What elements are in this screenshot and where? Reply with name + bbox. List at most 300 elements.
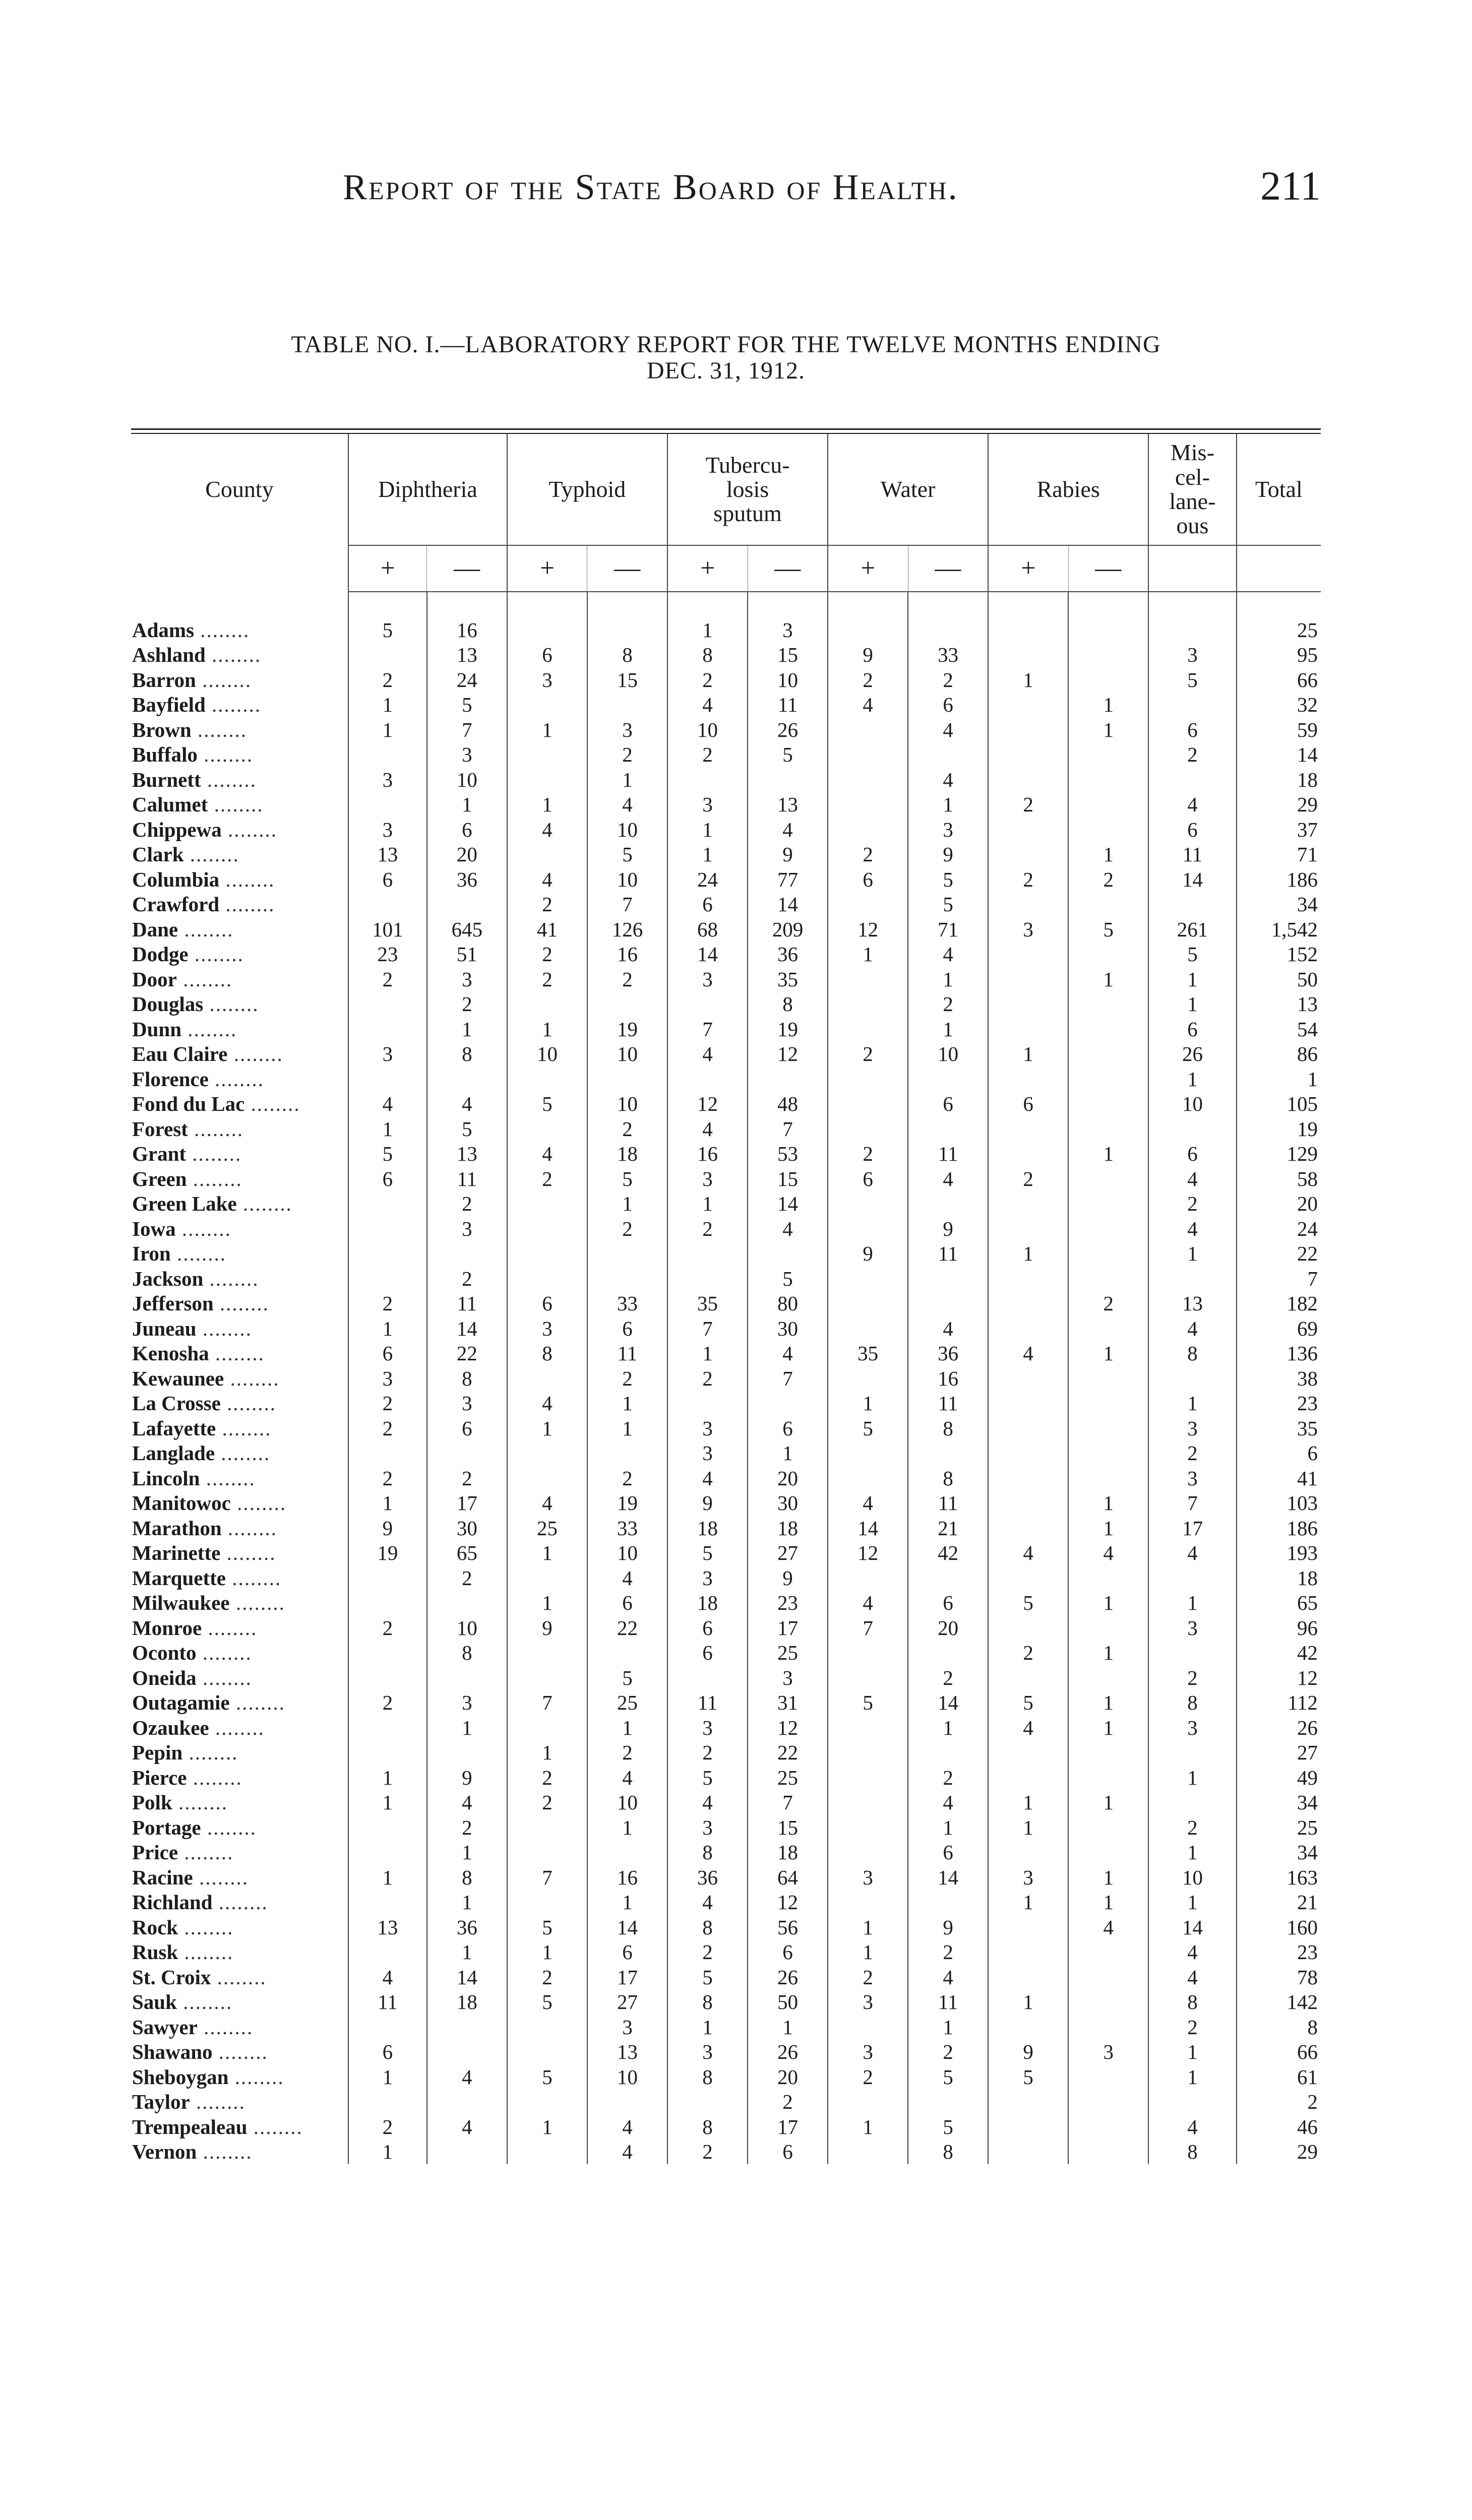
county-name-cell bbox=[131, 1615, 348, 1641]
typhoid-negative-cell: 19 bbox=[587, 1017, 667, 1042]
rabies-negative-cell: 2 bbox=[1068, 1291, 1148, 1316]
county-name-cell bbox=[131, 1815, 348, 1840]
total-cell: 29 bbox=[1237, 792, 1321, 817]
rabies-negative-cell: 1 bbox=[1068, 1690, 1148, 1716]
county-name: Douglas bbox=[132, 992, 204, 1016]
tuberculosis-negative-cell bbox=[748, 1241, 828, 1267]
table-row bbox=[131, 1965, 1321, 1990]
county-name-cell bbox=[131, 643, 348, 668]
tuberculosis-negative-cell: 12 bbox=[748, 1715, 828, 1740]
rabies-negative-cell bbox=[1068, 1416, 1148, 1441]
rabies-positive-cell bbox=[988, 692, 1068, 718]
tuberculosis-negative-cell: 15 bbox=[748, 1815, 828, 1840]
water-negative-header: — bbox=[908, 545, 988, 592]
spacer-cell bbox=[348, 592, 427, 617]
water-negative-cell: 1 bbox=[908, 792, 988, 817]
diphtheria-negative-cell: 3 bbox=[427, 742, 507, 768]
miscellaneous-cell: 10 bbox=[1148, 1865, 1236, 1890]
typhoid-positive-cell bbox=[507, 992, 587, 1017]
total-cell: 142 bbox=[1237, 1990, 1321, 2015]
diphtheria-negative-cell: 3 bbox=[427, 1690, 507, 1716]
water-negative-cell: 2 bbox=[908, 2040, 988, 2065]
rabies-negative-cell: 1 bbox=[1068, 1142, 1148, 1167]
tuberculosis-negative-cell: 77 bbox=[748, 867, 828, 892]
diphtheria-negative-cell: 17 bbox=[427, 1491, 507, 1516]
county-name: Green bbox=[132, 1167, 187, 1190]
typhoid-negative-cell: 17 bbox=[587, 1965, 667, 1990]
typhoid-negative-cell: 6 bbox=[587, 1591, 667, 1616]
rabies-positive-cell bbox=[988, 1416, 1068, 1441]
typhoid-positive-cell bbox=[507, 692, 587, 718]
water-negative-cell: 4 bbox=[908, 1316, 988, 1341]
diphtheria-positive-cell bbox=[348, 1591, 427, 1616]
rabies-negative-cell bbox=[1068, 1466, 1148, 1491]
typhoid-positive-cell: 2 bbox=[507, 1765, 587, 1790]
table-row bbox=[131, 1890, 1321, 1915]
header-group-row bbox=[131, 434, 1321, 545]
diphtheria-positive-cell bbox=[348, 2090, 427, 2115]
diphtheria-positive-cell: 13 bbox=[348, 842, 427, 867]
county-name-cell bbox=[131, 1840, 348, 1865]
miscellaneous-cell bbox=[1148, 692, 1236, 718]
tuberculosis-negative-cell: 50 bbox=[748, 1990, 828, 2015]
rabies-positive-cell: 3 bbox=[988, 917, 1068, 942]
typhoid-positive-cell: 2 bbox=[507, 1965, 587, 1990]
typhoid-positive-cell bbox=[507, 617, 587, 643]
county-name: Milwaukee bbox=[132, 1591, 230, 1615]
total-cell: 112 bbox=[1237, 1690, 1321, 1716]
rabies-negative-cell bbox=[1068, 1940, 1148, 1965]
typhoid-positive-cell bbox=[507, 742, 587, 768]
tuberculosis-negative-cell: 35 bbox=[748, 967, 828, 992]
tuberculosis-positive-cell: 1 bbox=[667, 2014, 748, 2040]
rabies-positive-cell bbox=[988, 967, 1068, 992]
diphtheria-header: Diphtheria bbox=[348, 434, 507, 545]
diphtheria-positive-cell bbox=[348, 1815, 427, 1840]
tuberculosis-negative-cell: 3 bbox=[748, 617, 828, 643]
typhoid-negative-cell: 2 bbox=[587, 1466, 667, 1491]
rabies-negative-cell: 1 bbox=[1068, 1715, 1148, 1740]
county-name: Manitowoc bbox=[132, 1491, 231, 1515]
water-positive-cell: 1 bbox=[828, 1915, 908, 1940]
typhoid-negative-cell bbox=[587, 692, 667, 718]
running-head bbox=[0, 151, 1472, 212]
leader-dots: ........ bbox=[219, 867, 275, 891]
water-positive-cell: 12 bbox=[828, 917, 908, 942]
diphtheria-negative-cell: 3 bbox=[427, 1216, 507, 1241]
diphtheria-negative-cell: 13 bbox=[427, 643, 507, 668]
county-name-cell bbox=[131, 1541, 348, 1566]
water-negative-cell: 11 bbox=[908, 1491, 988, 1516]
water-negative-cell bbox=[908, 1740, 988, 1766]
tuberculosis-negative-cell: 1 bbox=[748, 1441, 828, 1466]
water-positive-cell bbox=[828, 1790, 908, 1815]
miscellaneous-cell: 1 bbox=[1148, 1840, 1236, 1865]
water-positive-cell bbox=[828, 2090, 908, 2115]
water-negative-cell: 42 bbox=[908, 1541, 988, 1566]
tuberculosis-positive-cell: 18 bbox=[667, 1591, 748, 1616]
rabies-negative-cell bbox=[1068, 2090, 1148, 2115]
rabies-positive-cell bbox=[988, 1765, 1068, 1790]
county-name: Ozaukee bbox=[132, 1716, 209, 1739]
county-name: Barron bbox=[132, 668, 196, 691]
leader-dots: ........ bbox=[209, 1342, 265, 1365]
typhoid-positive-cell: 6 bbox=[507, 643, 587, 668]
total-cell: 12 bbox=[1237, 1665, 1321, 1690]
tuberculosis-positive-cell: 12 bbox=[667, 1092, 748, 1117]
county-name-cell bbox=[131, 1715, 348, 1740]
water-negative-cell: 14 bbox=[908, 1865, 988, 1890]
water-positive-cell bbox=[828, 1066, 908, 1092]
tuberculosis-header bbox=[667, 434, 828, 545]
water-negative-cell bbox=[908, 1066, 988, 1092]
leader-dots: ........ bbox=[220, 1541, 276, 1565]
total-cell: 34 bbox=[1237, 1840, 1321, 1865]
total-cell: 136 bbox=[1237, 1341, 1321, 1366]
county-name: Dane bbox=[132, 917, 178, 941]
diphtheria-negative-cell: 36 bbox=[427, 867, 507, 892]
water-negative-cell: 5 bbox=[908, 867, 988, 892]
typhoid-positive-cell bbox=[507, 1366, 587, 1391]
total-cell: 20 bbox=[1237, 1191, 1321, 1217]
county-name: Brown bbox=[132, 718, 192, 741]
leader-dots: ........ bbox=[201, 768, 257, 791]
tuberculosis-positive-cell: 7 bbox=[667, 1316, 748, 1341]
water-negative-cell: 4 bbox=[908, 1166, 988, 1191]
rabies-positive-cell: 5 bbox=[988, 1690, 1068, 1716]
total-cell: 34 bbox=[1237, 1790, 1321, 1815]
spacer-cell bbox=[1237, 592, 1321, 617]
water-positive-cell bbox=[828, 2139, 908, 2165]
tuberculosis-positive-cell: 35 bbox=[667, 1291, 748, 1316]
county-name-cell bbox=[131, 1316, 348, 1341]
rabies-positive-cell bbox=[988, 643, 1068, 668]
diphtheria-negative-cell: 9 bbox=[427, 1765, 507, 1790]
leader-dots: ........ bbox=[220, 1392, 277, 1415]
rabies-negative-cell: 3 bbox=[1068, 2040, 1148, 2065]
tuberculosis-header-line3: sputum bbox=[713, 500, 782, 527]
rabies-negative-cell bbox=[1068, 742, 1148, 768]
county-name-cell bbox=[131, 967, 348, 992]
typhoid-positive-cell: 9 bbox=[507, 1615, 587, 1641]
tuberculosis-positive-cell: 4 bbox=[667, 1116, 748, 1142]
typhoid-positive-cell: 41 bbox=[507, 917, 587, 942]
total-cell: 7 bbox=[1237, 1266, 1321, 1291]
diphtheria-negative-cell: 4 bbox=[427, 2064, 507, 2090]
water-positive-cell: 1 bbox=[828, 2114, 908, 2139]
rabies-positive-cell bbox=[988, 1391, 1068, 1416]
rabies-positive-cell bbox=[988, 942, 1068, 967]
spacer-cell bbox=[507, 592, 587, 617]
typhoid-negative-cell bbox=[587, 617, 667, 643]
diphtheria-positive-cell: 13 bbox=[348, 1915, 427, 1940]
county-name: Grant bbox=[132, 1142, 187, 1166]
total-cell: 152 bbox=[1237, 942, 1321, 967]
leader-dots: ........ bbox=[211, 1965, 267, 1989]
county-name: Racine bbox=[132, 1865, 193, 1889]
table-row bbox=[131, 1416, 1321, 1441]
miscellaneous-cell: 1 bbox=[1148, 992, 1236, 1017]
leader-dots: ........ bbox=[229, 1591, 285, 1615]
diphtheria-negative-cell: 16 bbox=[427, 617, 507, 643]
total-cell: 23 bbox=[1237, 1940, 1321, 1965]
tuberculosis-negative-cell: 209 bbox=[748, 917, 828, 942]
county-name-cell bbox=[131, 1965, 348, 1990]
miscellaneous-cell: 1 bbox=[1148, 1591, 1236, 1616]
tuberculosis-positive-cell: 8 bbox=[667, 643, 748, 668]
tuberculosis-positive-cell bbox=[667, 1241, 748, 1267]
total-cell: 29 bbox=[1237, 2139, 1321, 2165]
leader-dots: ........ bbox=[212, 2040, 268, 2064]
rabies-positive-cell bbox=[988, 1291, 1068, 1316]
rabies-positive-cell bbox=[988, 767, 1068, 792]
table-row bbox=[131, 617, 1321, 643]
county-name-cell bbox=[131, 742, 348, 768]
water-positive-cell bbox=[828, 1291, 908, 1316]
typhoid-negative-cell bbox=[587, 2090, 667, 2115]
rabies-negative-cell bbox=[1068, 1266, 1148, 1291]
county-name-cell bbox=[131, 1466, 348, 1491]
rabies-positive-cell: 1 bbox=[988, 1790, 1068, 1815]
rabies-positive-cell bbox=[988, 817, 1068, 842]
diphtheria-positive-cell: 1 bbox=[348, 1116, 427, 1142]
total-cell: 23 bbox=[1237, 1391, 1321, 1416]
tuberculosis-negative-cell: 7 bbox=[748, 1366, 828, 1391]
diphtheria-negative-cell: 51 bbox=[427, 942, 507, 967]
water-positive-cell bbox=[828, 767, 908, 792]
water-positive-cell: 14 bbox=[828, 1516, 908, 1541]
water-negative-cell: 6 bbox=[908, 1092, 988, 1117]
tuberculosis-positive-cell: 16 bbox=[667, 1142, 748, 1167]
table-row bbox=[131, 917, 1321, 942]
water-positive-cell bbox=[828, 1740, 908, 1766]
typhoid-negative-cell: 6 bbox=[587, 1940, 667, 1965]
tuberculosis-positive-cell bbox=[667, 1391, 748, 1416]
leader-dots: ........ bbox=[197, 2140, 253, 2164]
rabies-negative-cell bbox=[1068, 1092, 1148, 1117]
typhoid-negative-cell: 27 bbox=[587, 1990, 667, 2015]
water-positive-cell bbox=[828, 1092, 908, 1117]
typhoid-positive-header: + bbox=[507, 545, 587, 592]
water-positive-cell: 1 bbox=[828, 1940, 908, 1965]
leader-dots: ........ bbox=[236, 1192, 292, 1216]
water-negative-cell bbox=[908, 1441, 988, 1466]
tuberculosis-negative-cell: 15 bbox=[748, 1166, 828, 1191]
typhoid-negative-cell: 1 bbox=[587, 1715, 667, 1740]
total-cell: 25 bbox=[1237, 1815, 1321, 1840]
water-positive-cell: 4 bbox=[828, 1491, 908, 1516]
page-number: 211 bbox=[1260, 163, 1321, 209]
total-cell: 186 bbox=[1237, 1516, 1321, 1541]
water-positive-cell bbox=[828, 2014, 908, 2040]
county-name-cell bbox=[131, 1066, 348, 1092]
water-positive-cell: 35 bbox=[828, 1341, 908, 1366]
rabies-positive-cell bbox=[988, 1441, 1068, 1466]
typhoid-negative-cell bbox=[587, 1241, 667, 1267]
water-header: Water bbox=[828, 434, 988, 545]
tuberculosis-positive-cell: 8 bbox=[667, 1915, 748, 1940]
miscellaneous-cell: 2 bbox=[1148, 1191, 1236, 1217]
rabies-positive-cell: 4 bbox=[988, 1341, 1068, 1366]
diphtheria-positive-cell: 11 bbox=[348, 1990, 427, 2015]
leader-dots: ........ bbox=[178, 1841, 234, 1864]
typhoid-positive-cell: 1 bbox=[507, 1541, 587, 1566]
table-row bbox=[131, 2139, 1321, 2165]
laboratory-report-table-wrap bbox=[131, 428, 1321, 2164]
rabies-positive-cell bbox=[988, 1466, 1068, 1491]
tuberculosis-negative-cell: 36 bbox=[748, 942, 828, 967]
tuberculosis-negative-cell: 12 bbox=[748, 1890, 828, 1915]
typhoid-negative-cell: 16 bbox=[587, 942, 667, 967]
water-negative-cell: 4 bbox=[908, 942, 988, 967]
typhoid-positive-cell bbox=[507, 1840, 587, 1865]
rabies-positive-cell bbox=[988, 717, 1068, 742]
water-positive-cell: 2 bbox=[828, 667, 908, 692]
diphtheria-positive-cell: 23 bbox=[348, 942, 427, 967]
typhoid-negative-cell: 16 bbox=[587, 1865, 667, 1890]
rabies-negative-cell: 1 bbox=[1068, 1491, 1148, 1516]
miscellaneous-cell: 1 bbox=[1148, 967, 1236, 992]
rabies-negative-cell bbox=[1068, 1366, 1148, 1391]
tuberculosis-positive-cell: 2 bbox=[667, 742, 748, 768]
miscellaneous-cell: 14 bbox=[1148, 867, 1236, 892]
tuberculosis-positive-cell: 4 bbox=[667, 1890, 748, 1915]
diphtheria-positive-cell: 9 bbox=[348, 1516, 427, 1541]
tuberculosis-negative-cell bbox=[748, 1066, 828, 1092]
misc-sign-blank bbox=[1148, 545, 1236, 592]
county-name: Marquette bbox=[132, 1566, 226, 1590]
typhoid-negative-cell: 33 bbox=[587, 1291, 667, 1316]
diphtheria-positive-header: + bbox=[348, 545, 427, 592]
tuberculosis-positive-cell: 18 bbox=[667, 1516, 748, 1541]
leader-dots: ........ bbox=[181, 1017, 237, 1041]
tuberculosis-positive-cell: 2 bbox=[667, 1366, 748, 1391]
miscellaneous-cell: 2 bbox=[1148, 742, 1236, 768]
typhoid-negative-cell bbox=[587, 992, 667, 1017]
total-cell: 69 bbox=[1237, 1316, 1321, 1341]
leader-dots: ........ bbox=[193, 1865, 249, 1889]
leader-dots: ........ bbox=[197, 743, 254, 767]
leader-dots: ........ bbox=[221, 817, 277, 841]
tuberculosis-positive-cell: 8 bbox=[667, 1990, 748, 2015]
miscellaneous-cell: 8 bbox=[1148, 1990, 1236, 2015]
rabies-positive-cell bbox=[988, 1915, 1068, 1940]
leader-dots: ........ bbox=[227, 1042, 283, 1066]
diphtheria-negative-cell bbox=[427, 2040, 507, 2065]
rabies-positive-cell bbox=[988, 1142, 1068, 1167]
rabies-positive-cell bbox=[988, 1840, 1068, 1865]
county-name-cell bbox=[131, 1591, 348, 1616]
typhoid-negative-cell: 4 bbox=[587, 792, 667, 817]
tuberculosis-positive-cell: 3 bbox=[667, 967, 748, 992]
county-name-cell bbox=[131, 1291, 348, 1316]
diphtheria-positive-cell bbox=[348, 1216, 427, 1241]
diphtheria-negative-cell: 645 bbox=[427, 917, 507, 942]
table-row bbox=[131, 1316, 1321, 1341]
leader-dots: ........ bbox=[178, 1940, 234, 1964]
tuberculosis-positive-cell: 3 bbox=[667, 1441, 748, 1466]
diphtheria-negative-cell: 6 bbox=[427, 817, 507, 842]
typhoid-positive-cell bbox=[507, 2040, 587, 2065]
miscellaneous-cell: 3 bbox=[1148, 1615, 1236, 1641]
tuberculosis-negative-cell: 11 bbox=[748, 692, 828, 718]
county-name: Monroe bbox=[132, 1616, 202, 1640]
leader-dots: ........ bbox=[202, 1616, 258, 1640]
tuberculosis-positive-cell: 1 bbox=[667, 1341, 748, 1366]
water-negative-cell: 1 bbox=[908, 967, 988, 992]
spacer-cell bbox=[587, 592, 667, 617]
water-positive-cell bbox=[828, 1116, 908, 1142]
total-cell: 6 bbox=[1237, 1441, 1321, 1466]
diphtheria-positive-cell: 3 bbox=[348, 767, 427, 792]
water-positive-cell: 4 bbox=[828, 1591, 908, 1616]
total-cell: 193 bbox=[1237, 1541, 1321, 1566]
diphtheria-negative-cell: 8 bbox=[427, 1641, 507, 1666]
miscellaneous-cell: 13 bbox=[1148, 1291, 1236, 1316]
tuberculosis-positive-cell: 14 bbox=[667, 942, 748, 967]
county-name-cell bbox=[131, 1565, 348, 1591]
water-negative-cell bbox=[908, 1291, 988, 1316]
water-negative-cell: 11 bbox=[908, 1391, 988, 1416]
total-cell: 50 bbox=[1237, 967, 1321, 992]
tuberculosis-negative-cell: 26 bbox=[748, 1965, 828, 1990]
total-cell: 129 bbox=[1237, 1142, 1321, 1167]
miscellaneous-cell bbox=[1148, 1641, 1236, 1666]
water-negative-cell: 9 bbox=[908, 842, 988, 867]
table-row bbox=[131, 1990, 1321, 2015]
rabies-positive-cell bbox=[988, 1740, 1068, 1766]
rabies-positive-cell bbox=[988, 1965, 1068, 1990]
spacer-cell bbox=[828, 592, 908, 617]
diphtheria-negative-cell: 7 bbox=[427, 717, 507, 742]
typhoid-positive-cell: 1 bbox=[507, 792, 587, 817]
diphtheria-negative-cell: 14 bbox=[427, 1316, 507, 1341]
county-name-cell bbox=[131, 2064, 348, 2090]
leader-dots: ........ bbox=[213, 1292, 269, 1315]
table-row bbox=[131, 1641, 1321, 1666]
miscellaneous-cell bbox=[1148, 892, 1236, 917]
water-positive-cell bbox=[828, 892, 908, 917]
table-row bbox=[131, 1815, 1321, 1840]
diphtheria-positive-cell bbox=[348, 1017, 427, 1042]
tuberculosis-positive-cell: 2 bbox=[667, 2139, 748, 2165]
total-cell: 22 bbox=[1237, 1241, 1321, 1267]
tuberculosis-positive-cell: 36 bbox=[667, 1865, 748, 1890]
header-spacer-row bbox=[131, 592, 1321, 617]
miscellaneous-cell bbox=[1148, 767, 1236, 792]
diphtheria-negative-cell: 11 bbox=[427, 1291, 507, 1316]
total-cell: 24 bbox=[1237, 1216, 1321, 1241]
typhoid-negative-cell: 6 bbox=[587, 1316, 667, 1341]
tuberculosis-positive-cell: 6 bbox=[667, 1641, 748, 1666]
county-name: Portage bbox=[132, 1815, 201, 1839]
leader-dots: ........ bbox=[183, 843, 239, 866]
leader-dots: ........ bbox=[224, 1366, 280, 1390]
county-name: Oneida bbox=[132, 1666, 197, 1689]
miscellaneous-cell bbox=[1148, 1740, 1236, 1766]
typhoid-positive-cell bbox=[507, 2014, 587, 2040]
typhoid-negative-cell: 10 bbox=[587, 1541, 667, 1566]
rabies-negative-cell bbox=[1068, 2064, 1148, 2090]
leader-dots: ........ bbox=[182, 1741, 238, 1765]
miscellaneous-cell: 4 bbox=[1148, 1216, 1236, 1241]
tuberculosis-positive-header: + bbox=[667, 545, 748, 592]
leader-dots: ........ bbox=[225, 1566, 282, 1590]
diphtheria-negative-cell: 65 bbox=[427, 1541, 507, 1566]
water-positive-cell: 2 bbox=[828, 842, 908, 867]
rabies-negative-cell bbox=[1068, 1042, 1148, 1067]
rabies-header: Rabies bbox=[988, 434, 1148, 545]
